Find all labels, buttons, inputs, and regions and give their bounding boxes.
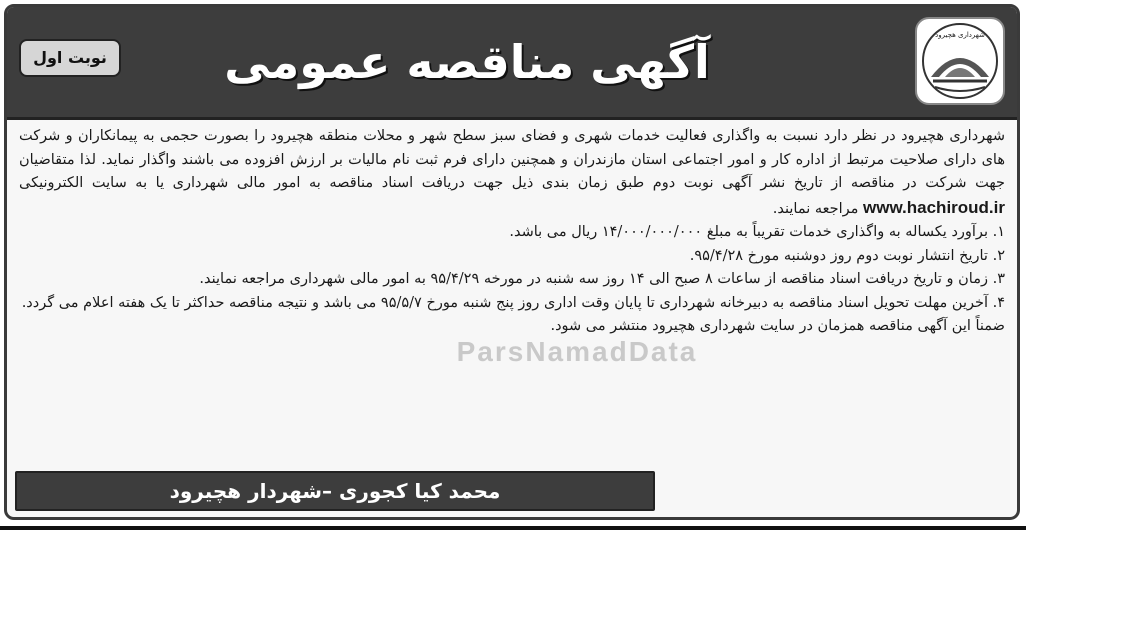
municipality-logo: [915, 17, 1005, 105]
website-link[interactable]: www.hachiroud.ir: [863, 197, 1005, 217]
notice-body: [19, 125, 1005, 339]
notice-title: آگهی مناقصه عمومی: [224, 35, 710, 89]
item-document-pickup: ۳. زمان و تاریخ دریافت اسناد مناقصه از ساعات ۸ صبح الی ۱۴ روز سه شنبه در مورخه ۹۵/۴/۲۹ به امور مالی شهرداری مراجعه نمایند.: [199, 271, 1005, 287]
page-divider: [0, 526, 1026, 530]
signature-bar: [15, 471, 655, 511]
intro-text: شهرداری هچیرود در نظر دارد نسبت به واگذاری فعالیت خدمات شهری و فضای سبز سطح شهر و محلات منطقه هچیرود را بصورت حجمی به پیمانکاران و شرکت های دارای صلاحیت مرتبط از اداره کار و امور اجتماعی استان مازندران و همچنین دارای فرم ثبت نام مالیات بر ارزش افزوده می باشند واگذار نماید. لذا متقاضیان جهت شرکت در مناقصه از تاریخ نشر آگهی نوبت دوم طبق زمان بندی ذیل جهت دریافت اسناد مناقصه به امور مالی شهرداری یا به سایت الکترونیکی: [19, 128, 1005, 191]
round-badge: نوبت اول: [19, 39, 121, 77]
intro-end-text: مراجعه نمایند.: [772, 200, 859, 217]
mountain-logo-icon: [919, 21, 1001, 101]
logo-text: شهرداری هچیرود: [935, 31, 985, 39]
intro-paragraph: [19, 125, 1005, 221]
item-publish-date: ۲. تاریخ انتشار نوبت دوم روز دوشنبه مورخ ۹۵/۴/۲۸.: [689, 247, 1005, 264]
watermark: ParsNamadData: [456, 336, 698, 367]
item-deadline: ۴. آخرین مهلت تحویل اسناد مناقصه به دبیرخانه شهرداری تا پایان وقت اداری روز پنج شنبه مورخ ۹۵/۵/۷ می باشد و نتیجه مناقصه حداکثر تا یک هفته اعلام می گردد.: [21, 294, 1005, 311]
notice-frame: [4, 4, 1020, 520]
closing-note: ضمناً این آگهی مناقصه همزمان در سایت شهرداری هچیرود منتشر می شود.: [550, 318, 1005, 334]
item-estimate: ۱. برآورد یکساله به واگذاری خدمات تقریباً به مبلغ ۱۴/۰۰۰/۰۰۰/۰۰۰ ریال می باشد.: [509, 224, 1005, 240]
header-bar: [7, 7, 1017, 120]
signature-text: محمد کیا کجوری –شهردار هچیرود: [169, 479, 501, 503]
